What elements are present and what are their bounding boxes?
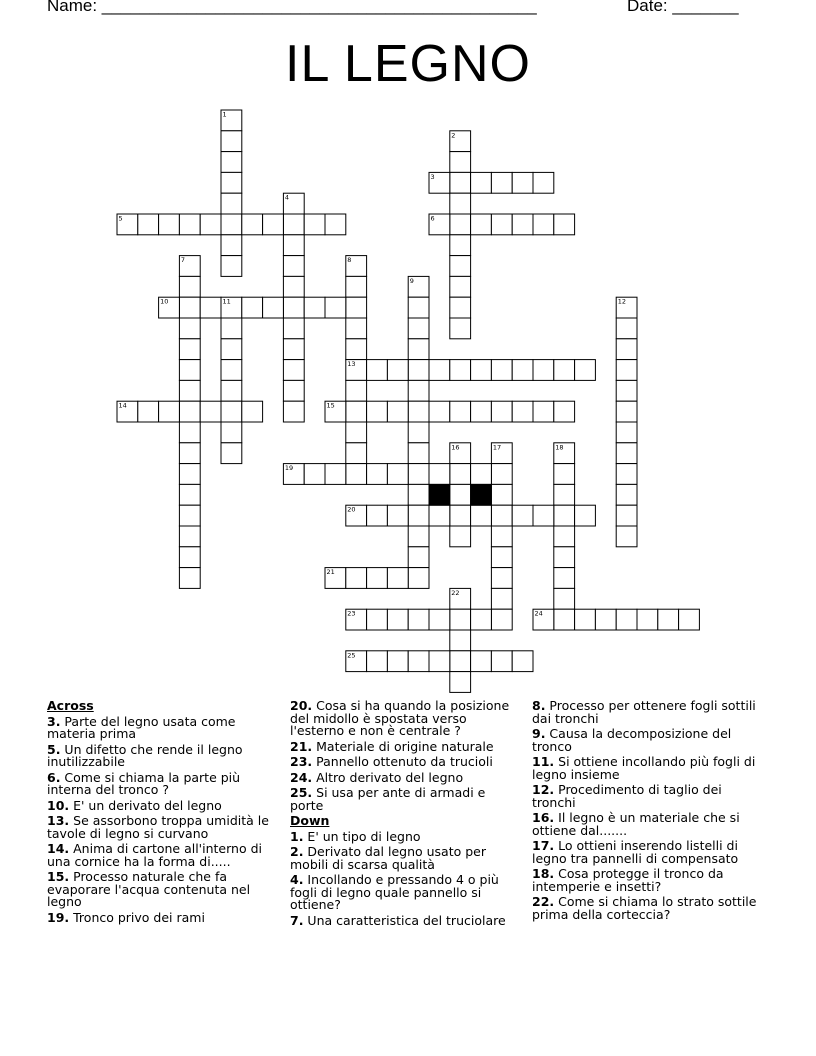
clue-text: Pannello ottenuto da trucioli (312, 754, 493, 769)
grid-cell[interactable] (575, 609, 596, 630)
clue-text: Processo per ottenere fogli sottili dai tronchi (532, 698, 756, 726)
clue-text: Materiale di origine naturale (312, 738, 494, 754)
grid-cell[interactable] (408, 505, 429, 526)
grid-cell[interactable] (408, 547, 429, 568)
grid-cell[interactable] (491, 464, 512, 485)
grid-cell[interactable] (179, 526, 200, 547)
grid-cell[interactable] (387, 464, 408, 485)
grid-cell[interactable] (450, 214, 471, 235)
grid-cell[interactable] (471, 609, 492, 630)
grid-cell[interactable] (179, 484, 200, 505)
clue-number: 5. (47, 741, 61, 757)
clue-number: 13. (47, 813, 70, 828)
grid-cell[interactable] (346, 339, 367, 360)
grid-cell[interactable] (616, 526, 637, 547)
grid-cell[interactable] (221, 422, 242, 443)
grid-cell[interactable] (283, 235, 304, 256)
grid-cell[interactable] (367, 651, 388, 672)
grid-cell[interactable] (304, 297, 325, 318)
cell-number: 22 (451, 588, 460, 597)
clue-number: 1. (290, 828, 304, 844)
grid-cell[interactable] (533, 360, 554, 381)
clue-item (47, 815, 277, 840)
grid-cell[interactable] (616, 318, 637, 339)
clue-text: Processo naturale che fa evaporare l'acqua contenuta nel legno (47, 869, 251, 909)
grid-cell[interactable] (491, 547, 512, 568)
grid-cell[interactable] (221, 256, 242, 277)
grid-cell[interactable] (471, 505, 492, 526)
clue-item (532, 840, 762, 865)
clue-item (290, 769, 520, 785)
clue-number: 15. (47, 869, 70, 884)
clue-number: 11. (532, 754, 555, 769)
grid-cell[interactable] (179, 214, 200, 235)
clue-text: Come si chiama lo strato sottile prima della corteccia? (532, 894, 757, 922)
clue-item (532, 896, 762, 921)
cell-number: 11 (222, 297, 231, 306)
clue-item (290, 912, 520, 928)
clue-number: 21. (290, 738, 313, 754)
grid-cell[interactable] (200, 214, 221, 235)
clue-text: Si usa per ante di armadi e porte (290, 785, 486, 813)
grid-cell[interactable] (471, 464, 492, 485)
grid-cell[interactable] (616, 401, 637, 422)
clue-text: Tronco privo dei rami (69, 909, 205, 925)
grid-cell[interactable] (408, 339, 429, 360)
grid-cell[interactable] (179, 401, 200, 422)
grid-cell[interactable] (616, 443, 637, 464)
grid-cell[interactable] (491, 651, 512, 672)
clue-text: Procedimento di taglio dei tronchi (532, 782, 722, 810)
grid-cell[interactable] (283, 214, 304, 235)
grid-cell[interactable] (367, 505, 388, 526)
grid-cell[interactable] (491, 484, 512, 505)
grid-cell[interactable] (512, 214, 533, 235)
clue-number: 24. (290, 769, 313, 785)
cell-number: 24 (534, 609, 543, 618)
grid-cell[interactable] (554, 505, 575, 526)
clue-number: 17. (532, 838, 555, 853)
cell-number: 9 (409, 276, 414, 285)
grid-cell[interactable] (221, 339, 242, 360)
grid-cell[interactable] (367, 360, 388, 381)
grid-cell[interactable] (491, 401, 512, 422)
grid-cell[interactable] (221, 443, 242, 464)
cell-number: 15 (326, 401, 335, 410)
grid-cell[interactable] (367, 401, 388, 422)
grid-cell[interactable] (325, 297, 346, 318)
grid-cell[interactable] (283, 297, 304, 318)
grid-cell[interactable] (616, 484, 637, 505)
grid-cell[interactable] (450, 360, 471, 381)
grid-cell[interactable] (408, 360, 429, 381)
cell-number: 3 (430, 172, 435, 181)
grid-cell[interactable] (429, 609, 450, 630)
grid-cell[interactable] (179, 422, 200, 443)
clues-column-2 (290, 700, 520, 930)
grid-cell[interactable] (346, 464, 367, 485)
clue-number: 2. (290, 844, 304, 859)
grid-cell[interactable] (471, 360, 492, 381)
clue-number: 4. (290, 872, 304, 887)
clue-number: 14. (47, 841, 70, 856)
grid-cell[interactable] (221, 401, 242, 422)
clue-number: 10. (47, 797, 70, 813)
grid-cell[interactable] (554, 547, 575, 568)
grid-cell[interactable] (429, 651, 450, 672)
grid-cell[interactable] (554, 484, 575, 505)
clue-number: 16. (532, 810, 555, 825)
grid-cell[interactable] (346, 318, 367, 339)
clue-number: 23. (290, 754, 313, 769)
clue-item (290, 756, 520, 769)
grid-cell[interactable] (450, 318, 471, 339)
grid-cell[interactable] (304, 214, 325, 235)
grid-cell[interactable] (242, 297, 263, 318)
clue-number: 22. (532, 894, 555, 909)
clue-item (47, 769, 277, 797)
across-clue-list-continued (290, 700, 520, 812)
grid-cell[interactable] (491, 568, 512, 589)
clue-number: 3. (47, 713, 61, 729)
clues-column-3 (532, 700, 762, 924)
grid-cell[interactable] (367, 464, 388, 485)
grid-cell[interactable] (179, 380, 200, 401)
clue-text: Altro derivato del legno (312, 769, 464, 785)
clue-text: Come si chiama la parte più interna del tronco ? (47, 769, 241, 797)
clue-text: Un difetto che rende il legno inutilizzabile (47, 741, 243, 769)
grid-cell[interactable] (283, 256, 304, 277)
clue-text: Se assorbono troppa umidità le tavole di legno si curvano (47, 813, 269, 841)
grid-cell[interactable] (159, 401, 180, 422)
grid-cell[interactable] (512, 505, 533, 526)
grid-cell[interactable] (346, 422, 367, 443)
clue-text: Causa la decomposizione del tronco (532, 726, 732, 754)
grid-cell[interactable] (512, 172, 533, 193)
grid-cell[interactable] (491, 609, 512, 630)
grid-cell[interactable] (138, 401, 159, 422)
cell-number: 8 (347, 256, 352, 265)
grid-cell[interactable] (554, 568, 575, 589)
grid-cell[interactable] (616, 609, 637, 630)
grid-cell[interactable] (679, 609, 700, 630)
grid-cell[interactable] (304, 464, 325, 485)
grid-cell[interactable] (283, 318, 304, 339)
grid-cell[interactable] (346, 276, 367, 297)
grid-cell[interactable] (263, 214, 284, 235)
grid-cell[interactable] (616, 380, 637, 401)
grid-cell[interactable] (367, 609, 388, 630)
cell-number: 1 (222, 110, 227, 119)
grid-cell[interactable] (554, 214, 575, 235)
grid-cell[interactable] (242, 401, 263, 422)
grid-cell[interactable] (450, 609, 471, 630)
grid-cell[interactable] (533, 505, 554, 526)
grid-cell[interactable] (179, 276, 200, 297)
cell-number: 14 (118, 401, 127, 410)
grid-cell[interactable] (283, 401, 304, 422)
grid-cell[interactable] (491, 360, 512, 381)
grid-cell[interactable] (179, 547, 200, 568)
grid-cell[interactable] (554, 401, 575, 422)
black-cell (471, 484, 492, 505)
grid-cell[interactable] (429, 401, 450, 422)
grid-cell[interactable] (450, 630, 471, 651)
grid-cell[interactable] (408, 443, 429, 464)
grid-cell[interactable] (471, 651, 492, 672)
name-field-label: Name: ______________________________________________ (47, 0, 537, 15)
grid-cell[interactable] (471, 214, 492, 235)
grid-cell[interactable] (138, 214, 159, 235)
grid-cell[interactable] (179, 505, 200, 526)
down-clue-list-continued (532, 700, 762, 921)
grid-cell[interactable] (408, 464, 429, 485)
grid-cell[interactable] (408, 422, 429, 443)
clue-item (290, 846, 520, 871)
grid-cell[interactable] (221, 152, 242, 173)
across-heading: Across (47, 698, 94, 713)
grid-cell[interactable] (283, 380, 304, 401)
grid-cell[interactable] (159, 214, 180, 235)
cell-number: 13 (347, 360, 356, 369)
grid-cell[interactable] (450, 172, 471, 193)
grid-cell[interactable] (554, 360, 575, 381)
grid-cell[interactable] (408, 318, 429, 339)
grid-cell[interactable] (221, 193, 242, 214)
grid-cell[interactable] (346, 297, 367, 318)
grid-cell[interactable] (387, 360, 408, 381)
grid-cell[interactable] (450, 672, 471, 693)
grid-cell[interactable] (595, 609, 616, 630)
grid-cell[interactable] (554, 526, 575, 547)
clue-item (532, 700, 762, 725)
grid-cell[interactable] (491, 588, 512, 609)
cell-number: 10 (160, 297, 169, 306)
cell-number: 4 (284, 193, 290, 202)
grid-cell[interactable] (616, 505, 637, 526)
grid-cell[interactable] (575, 360, 596, 381)
clue-text: Cosa protegge il tronco da intemperie e insetti? (532, 866, 724, 894)
grid-cell[interactable] (408, 526, 429, 547)
grid-cell[interactable] (221, 235, 242, 256)
grid-cell[interactable] (471, 401, 492, 422)
grid-cell[interactable] (616, 339, 637, 360)
grid-cell[interactable] (283, 360, 304, 381)
grid-cell[interactable] (450, 152, 471, 173)
grid-cell[interactable] (263, 297, 284, 318)
clues-column-1 (47, 700, 277, 927)
grid-cell[interactable] (179, 318, 200, 339)
grid-cell[interactable] (242, 214, 263, 235)
cell-number: 21 (326, 568, 335, 577)
clue-text: Anima di cartone all'interno di una cornice ha la forma di..... (47, 841, 262, 869)
grid-cell[interactable] (200, 401, 221, 422)
grid-cell[interactable] (450, 464, 471, 485)
clue-item (47, 713, 277, 741)
cell-number: 25 (347, 651, 356, 660)
grid-cell[interactable] (346, 401, 367, 422)
grid-cell[interactable] (637, 609, 658, 630)
clue-number: 18. (532, 866, 555, 881)
cell-number: 20 (347, 505, 356, 514)
cell-number: 18 (555, 443, 564, 452)
grid-cell[interactable] (429, 360, 450, 381)
clue-item (532, 756, 762, 781)
clue-text: Cosa si ha quando la posizione del midollo è spostata verso l'esterno e non è centrale ? (290, 698, 510, 738)
clue-item (532, 784, 762, 809)
grid-cell[interactable] (387, 609, 408, 630)
grid-cell[interactable] (450, 193, 471, 214)
down-clue-list (290, 828, 520, 928)
grid-cell[interactable] (575, 505, 596, 526)
grid-cell[interactable] (491, 172, 512, 193)
clue-item (290, 874, 520, 912)
clue-number: 12. (532, 782, 555, 797)
grid-cell[interactable] (554, 588, 575, 609)
grid-cell[interactable] (408, 297, 429, 318)
grid-cell[interactable] (179, 297, 200, 318)
cell-number: 12 (617, 297, 626, 306)
grid-cell[interactable] (179, 339, 200, 360)
grid-cell[interactable] (283, 276, 304, 297)
down-heading: Down (290, 813, 330, 828)
black-cell (429, 484, 450, 505)
grid-cell[interactable] (658, 609, 679, 630)
grid-cell[interactable] (533, 172, 554, 193)
grid-cell[interactable] (450, 276, 471, 297)
clue-item (47, 843, 277, 868)
grid-cell[interactable] (408, 651, 429, 672)
across-clue-list (47, 713, 277, 925)
grid-cell[interactable] (387, 401, 408, 422)
cell-number: 23 (347, 609, 356, 618)
clue-text: E' un derivato del legno (69, 797, 222, 813)
grid-cell[interactable] (450, 401, 471, 422)
clue-number: 8. (532, 698, 546, 713)
date-field-label: Date: _______ (627, 0, 739, 15)
cell-number: 2 (451, 131, 456, 140)
grid-cell[interactable] (554, 609, 575, 630)
grid-cell[interactable] (533, 401, 554, 422)
grid-cell[interactable] (346, 380, 367, 401)
clue-text: Il legno è un materiale che si ottiene dal....... (532, 810, 740, 838)
grid-cell[interactable] (408, 380, 429, 401)
grid-cell[interactable] (450, 526, 471, 547)
grid-cell[interactable] (221, 380, 242, 401)
clue-item (290, 828, 520, 844)
grid-cell[interactable] (346, 568, 367, 589)
cell-number: 17 (492, 443, 502, 452)
clue-text: Incollando e pressando 4 o più fogli di legno quale pannello si ottiene? (290, 872, 499, 912)
grid-cell[interactable] (491, 526, 512, 547)
clue-number: 19. (47, 909, 70, 925)
clue-text: Si ottiene incollando più fogli di legno insieme (532, 754, 756, 782)
clue-text: Parte del legno usata come materia prima (47, 713, 236, 741)
grid-cell[interactable] (450, 235, 471, 256)
clue-text: E' un tipo di legno (303, 828, 421, 844)
grid-cell[interactable] (429, 505, 450, 526)
grid-cell[interactable] (450, 256, 471, 277)
grid-cell[interactable] (616, 360, 637, 381)
grid-cell[interactable] (325, 214, 346, 235)
grid-cell[interactable] (616, 422, 637, 443)
grid-cell[interactable] (512, 360, 533, 381)
grid-cell[interactable] (221, 131, 242, 152)
cell-number: 19 (284, 464, 294, 473)
grid-cell[interactable] (450, 484, 471, 505)
grid-cell[interactable] (387, 505, 408, 526)
grid-cell[interactable] (408, 484, 429, 505)
clue-item (47, 797, 277, 813)
cell-number: 5 (118, 214, 123, 223)
clue-number: 6. (47, 769, 61, 785)
grid-cell[interactable] (221, 360, 242, 381)
clue-text: Derivato dal legno usato per mobili di scarsa qualità (290, 844, 486, 872)
clue-item (290, 787, 520, 812)
grid-cell[interactable] (471, 172, 492, 193)
grid-cell[interactable] (221, 318, 242, 339)
grid-cell[interactable] (179, 360, 200, 381)
clue-text: Una caratteristica del truciolare (303, 912, 506, 928)
clue-number: 9. (532, 726, 546, 741)
clue-item (290, 738, 520, 754)
cell-number: 16 (451, 443, 460, 452)
grid-cell[interactable] (179, 443, 200, 464)
grid-cell[interactable] (408, 401, 429, 422)
grid-cell[interactable] (616, 464, 637, 485)
cell-number: 6 (430, 214, 435, 223)
clue-text: Lo ottieni inserendo listelli di legno tra pannelli di compensato (532, 838, 739, 866)
clue-number: 7. (290, 912, 304, 928)
grid-cell[interactable] (387, 651, 408, 672)
clue-item (532, 812, 762, 837)
grid-cell[interactable] (283, 339, 304, 360)
clue-number: 25. (290, 785, 313, 800)
grid-cell[interactable] (408, 568, 429, 589)
grid-cell[interactable] (554, 464, 575, 485)
clue-item (47, 871, 277, 909)
clue-item (47, 909, 277, 925)
clue-item (47, 741, 277, 769)
grid-cell[interactable] (429, 464, 450, 485)
clue-item (532, 868, 762, 893)
grid-cell[interactable] (179, 464, 200, 485)
puzzle-title: IL LEGNO (285, 35, 531, 93)
grid-cell[interactable] (450, 297, 471, 318)
grid-cell[interactable] (200, 297, 221, 318)
clue-item (532, 728, 762, 753)
grid-cell[interactable] (533, 214, 554, 235)
grid-cell[interactable] (346, 443, 367, 464)
grid-cell[interactable] (450, 651, 471, 672)
cell-number: 7 (180, 256, 186, 265)
grid-cell[interactable] (325, 464, 346, 485)
clue-number: 20. (290, 698, 313, 713)
grid-cell[interactable] (221, 214, 242, 235)
grid-cell[interactable] (367, 568, 388, 589)
grid-cell[interactable] (512, 651, 533, 672)
grid-cell[interactable] (387, 568, 408, 589)
grid-cell[interactable] (408, 609, 429, 630)
grid-cell[interactable] (512, 401, 533, 422)
clue-item (290, 700, 520, 738)
grid-cell[interactable] (491, 214, 512, 235)
grid-cell[interactable] (491, 505, 512, 526)
grid-cell[interactable] (179, 568, 200, 589)
grid-cell[interactable] (450, 505, 471, 526)
grid-cell[interactable] (221, 172, 242, 193)
